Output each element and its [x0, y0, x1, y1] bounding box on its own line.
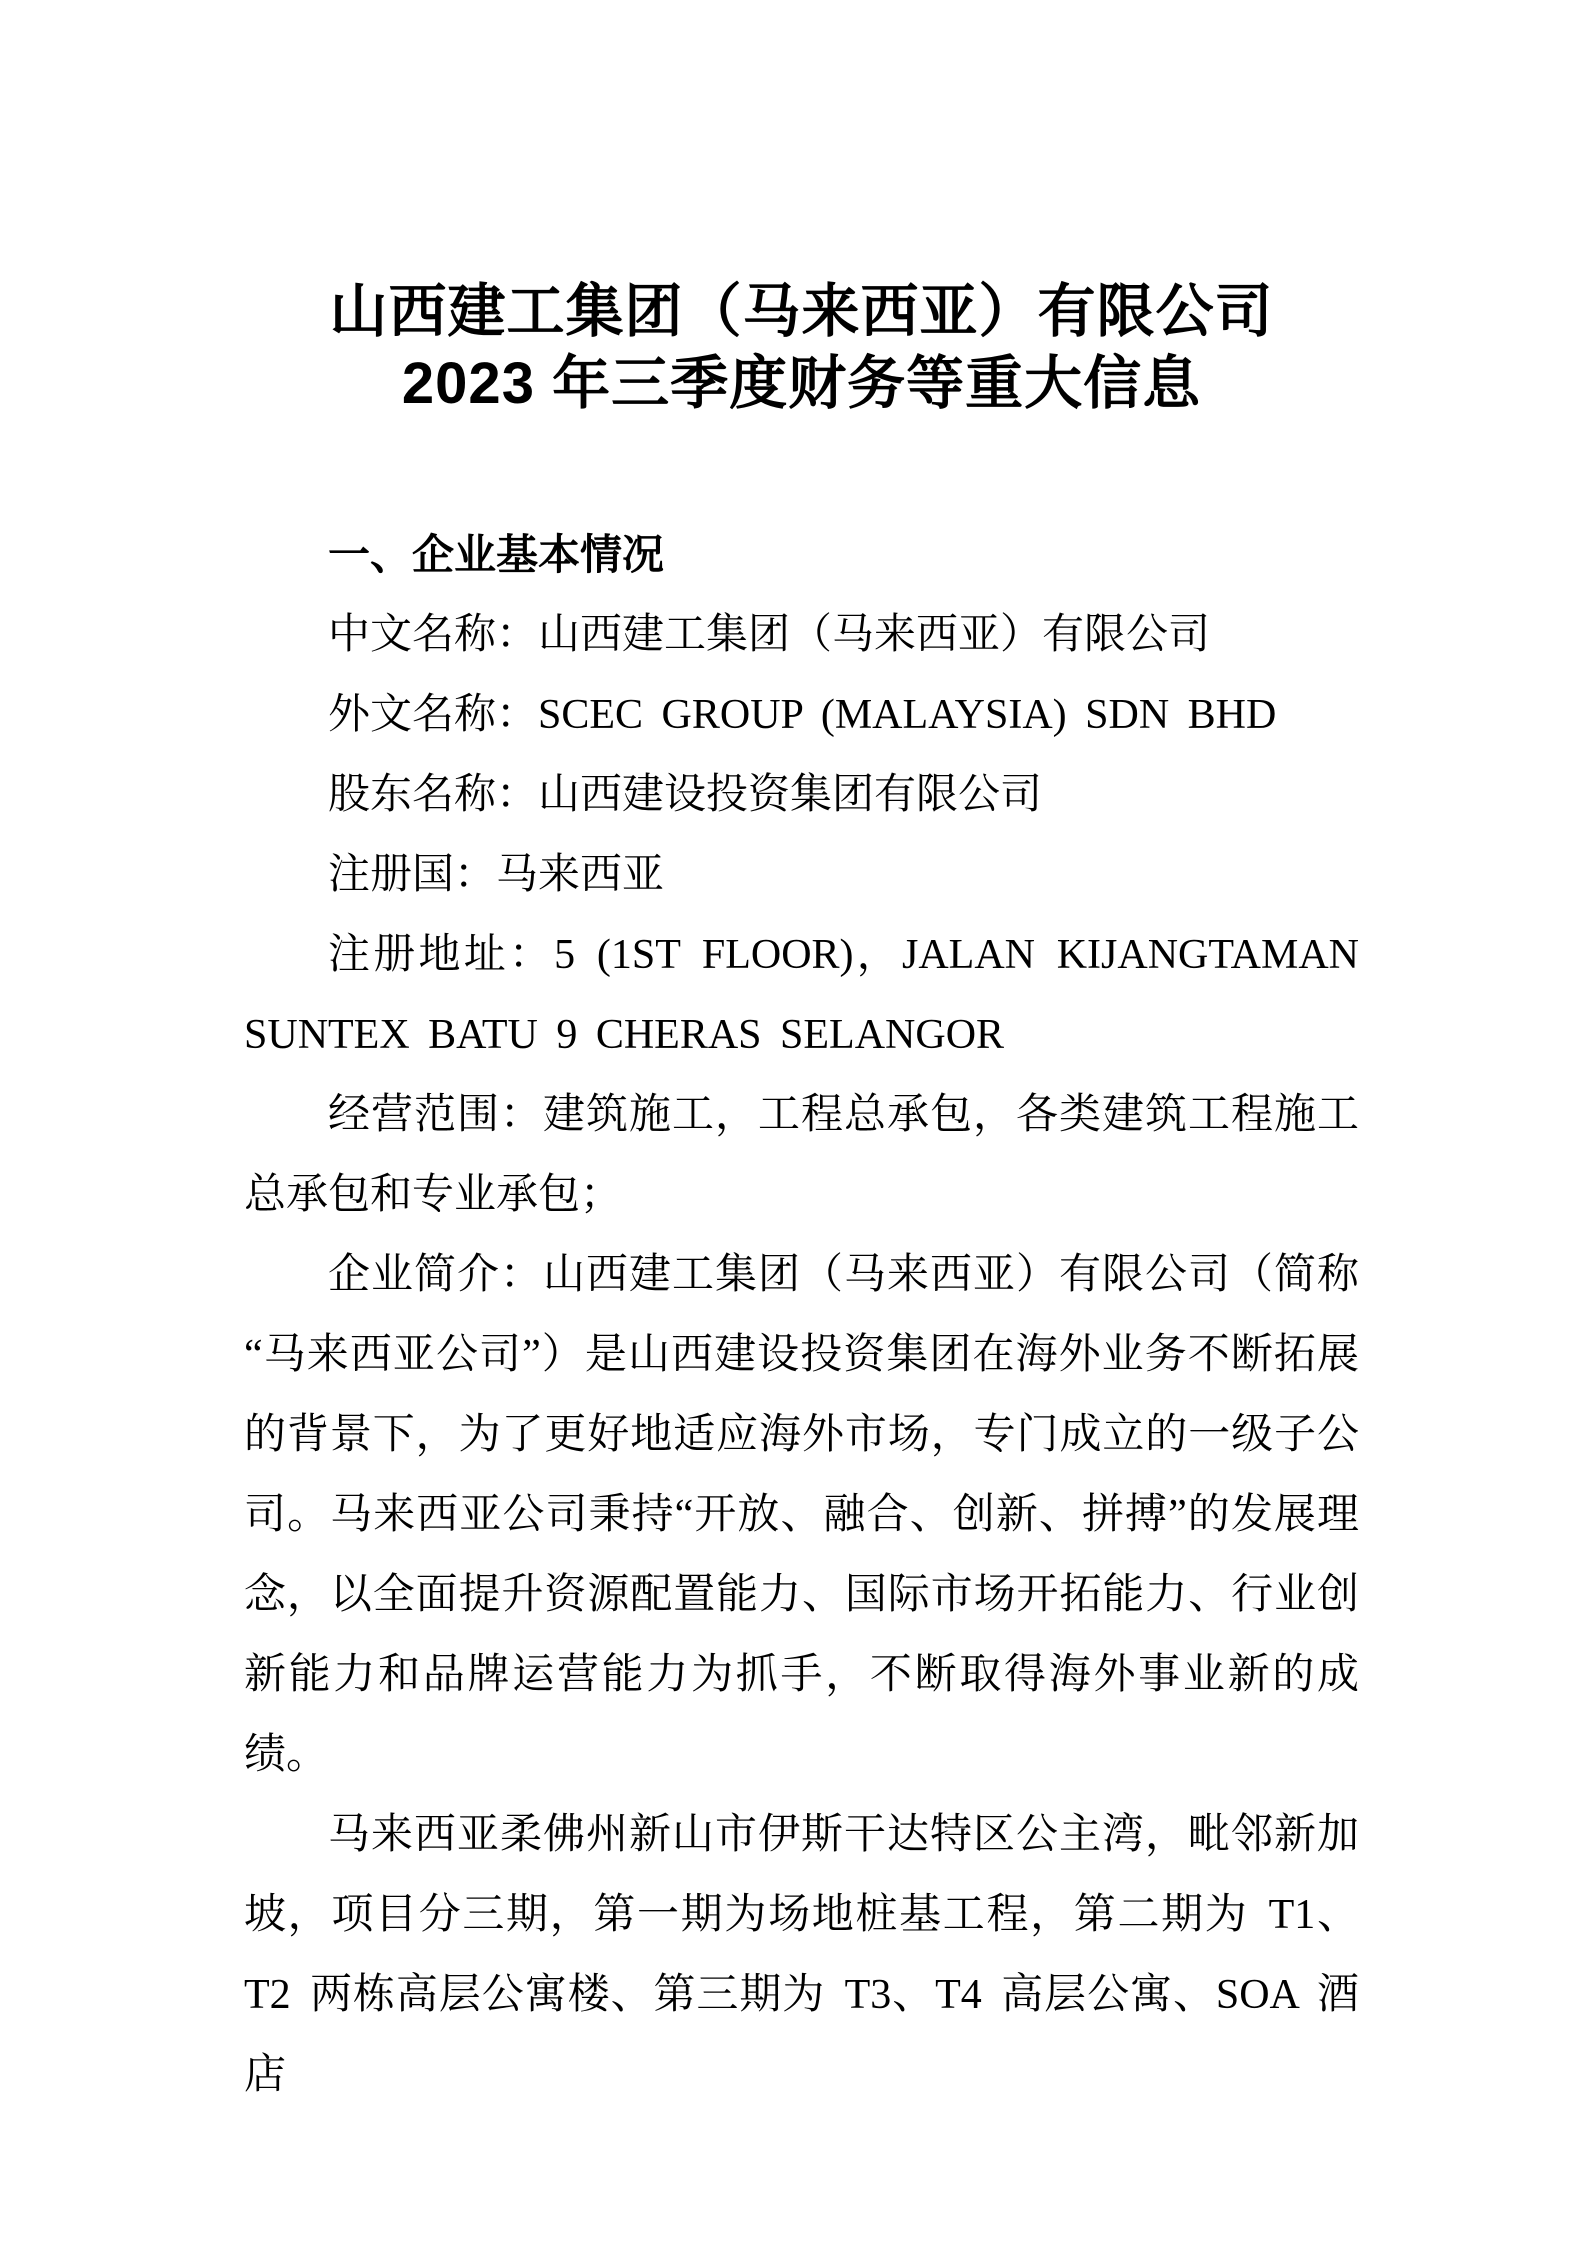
paragraph-shareholder-name: 股东名称：山西建设投资集团有限公司 [328, 772, 1043, 818]
paragraph-chinese-name: 中文名称：山西建工集团（马来西亚）有限公司 [328, 612, 1211, 658]
document-content [244, 0, 1359, 2115]
section-heading-basic-info: 一、企业基本情况 [328, 531, 665, 578]
paragraph-business-scope: 经营范围：建筑施工，工程总承包，各类建筑工程施工总承包和专业承包； [244, 1092, 1359, 1218]
document-title-line2: 2023 年三季度财务等重大信息 [401, 351, 1202, 416]
document-title [244, 276, 1359, 420]
paragraph-company-profile: 企业简介：山西建工集团（马来西亚）有限公司（简称“马来西亚公司”）是山西建设投资集团在海外业务不断拓展的背景下，为了更好地适应海外市场，专门成立的一级子公司。马来西亚公司秉持“开放、融合、创新、拼搏”的发展理念，以全面提升资源配置能力、国际市场开拓能力、行业创新能力和品牌运营能力为抓手，不断取得海外事业新的成绩。 [244, 1252, 1359, 1778]
paragraph-registered-country: 注册国：马来西亚 [328, 852, 665, 898]
paragraph-registered-address: 注册地址：5 (1ST FLOOR)，JALAN KIJANGTAMAN SUNTEX BATU 9 CHERAS SELANGOR [244, 932, 1359, 1058]
paragraph-project-description: 马来西亚柔佛州新山市伊斯干达特区公主湾，毗邻新加坡，项目分三期，第一期为场地桩基工程，第二期为 T1、T2 两栋高层公寓楼、第三期为 T3、T4 高层公寓、SOA 酒店 [244, 1812, 1359, 2098]
document-title-line1: 山西建工集团（马来西亚）有限公司 [329, 279, 1274, 344]
paragraph-foreign-name: 外文名称：SCEC GROUP (MALAYSIA) SDN BHD [328, 692, 1277, 738]
